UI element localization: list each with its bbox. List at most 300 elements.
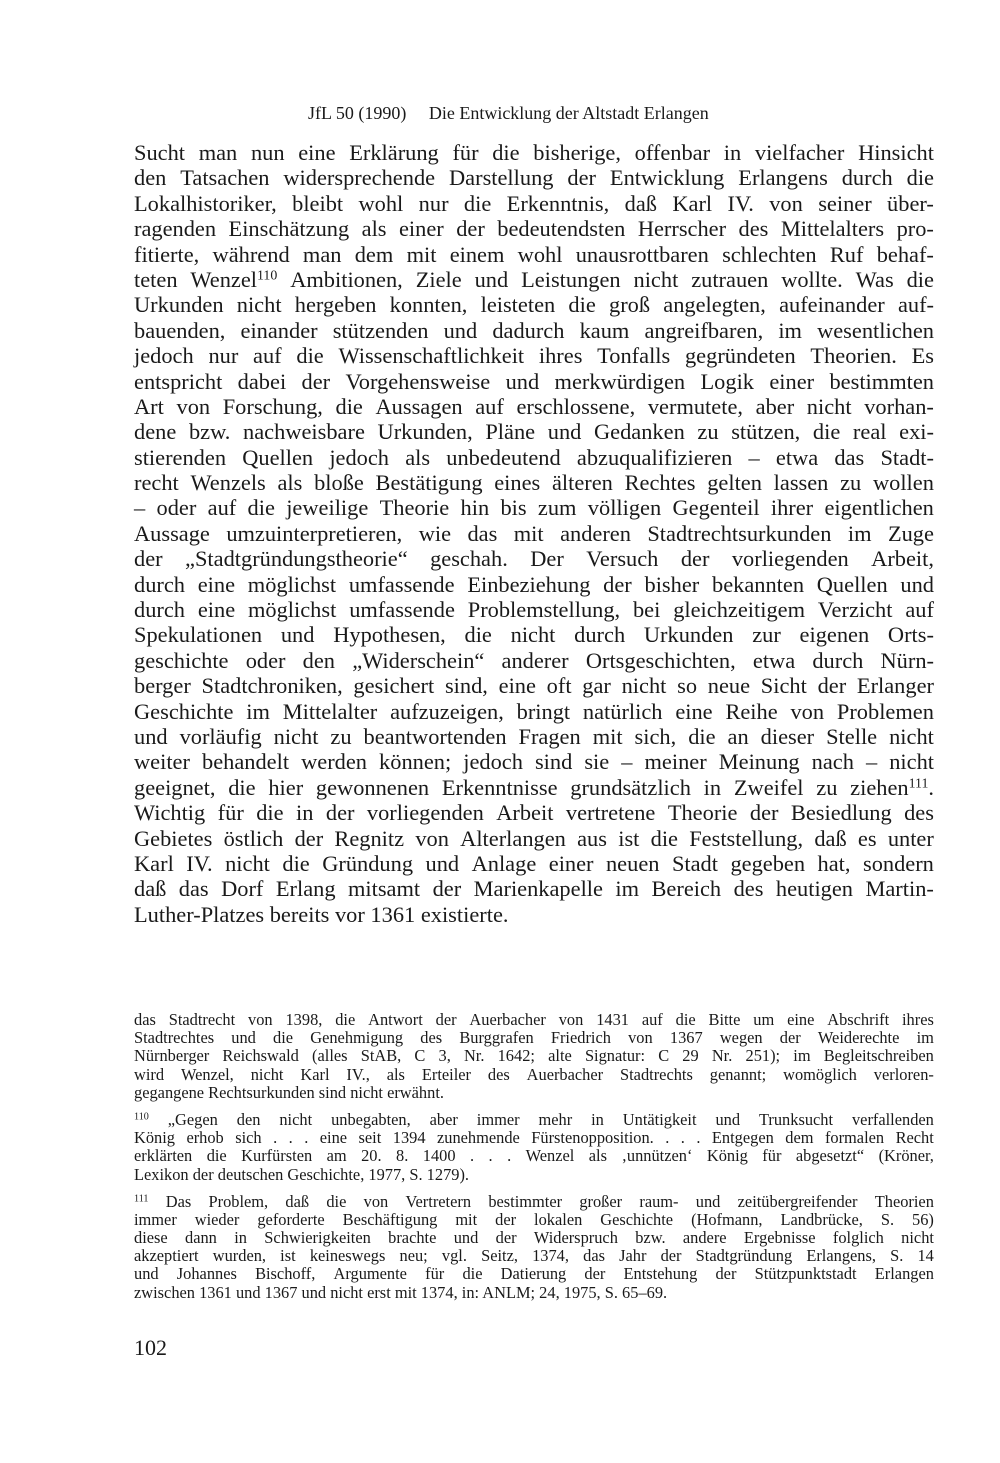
running-title: Die Entwicklung der Altstadt Erlangen xyxy=(428,103,709,123)
word: Erklärung xyxy=(349,140,439,165)
word: Meinung xyxy=(718,749,800,775)
word: die xyxy=(282,850,310,876)
footnote-ref: 110 xyxy=(134,1111,149,1123)
word: Seitz, xyxy=(481,1246,518,1266)
text-line xyxy=(134,216,934,241)
line-text: Lexikon der deutschen Geschichte, 1977, S. 1279). xyxy=(134,1164,470,1184)
word: auf xyxy=(207,495,237,521)
word: durch xyxy=(841,165,893,191)
text-line xyxy=(134,140,934,165)
word: Ortsgeschichten, xyxy=(585,647,736,673)
word: Erteiler xyxy=(421,1064,471,1084)
word: 20. xyxy=(361,1146,382,1166)
word: man xyxy=(198,140,238,165)
word: Geschichte xyxy=(134,698,234,724)
word: der xyxy=(435,1010,457,1029)
word: ragenden xyxy=(134,216,217,242)
word: bestimmter xyxy=(488,1191,563,1211)
word: Einschätzung xyxy=(228,216,350,242)
word: umfassende xyxy=(348,571,455,597)
word: Stützpunktstadt xyxy=(754,1264,857,1284)
word: verfallenden xyxy=(851,1109,934,1129)
word: Nürnberger xyxy=(134,1046,210,1066)
word: genannt; xyxy=(709,1064,767,1084)
word: vertretene xyxy=(565,800,656,826)
word: neue xyxy=(707,673,751,699)
text-line xyxy=(134,369,934,394)
word: möglichst xyxy=(247,571,337,597)
word: für xyxy=(452,140,479,165)
word: dadurch xyxy=(492,317,565,343)
word: von xyxy=(363,1191,389,1211)
word: jedoch xyxy=(134,343,194,369)
word: wie xyxy=(418,520,452,546)
word: Orts- xyxy=(887,622,934,648)
word: Regnitz xyxy=(334,825,405,851)
word: Stadtrecht xyxy=(168,1010,236,1029)
text-line xyxy=(134,242,934,267)
word: der xyxy=(456,216,485,242)
word: und xyxy=(280,622,315,648)
word: als xyxy=(277,470,303,496)
word: seit xyxy=(358,1128,382,1148)
word: brachte xyxy=(388,1228,437,1248)
word: Quellen xyxy=(816,571,888,597)
word: das xyxy=(467,520,498,546)
word: – xyxy=(621,749,633,775)
word: dene xyxy=(134,419,177,445)
word: hier xyxy=(268,774,304,800)
word: eines xyxy=(494,470,541,496)
word: bei xyxy=(632,597,661,623)
word: Verzicht xyxy=(817,597,893,623)
word: an xyxy=(727,723,749,749)
word: wollte. xyxy=(781,266,843,292)
word: und xyxy=(505,368,540,394)
word: wesentlichen xyxy=(817,317,934,343)
word: gegründeten xyxy=(684,343,796,369)
word: wird xyxy=(134,1064,165,1084)
word: Marienkapelle xyxy=(473,876,603,902)
word: Darstellung xyxy=(449,165,554,191)
word: nicht xyxy=(236,292,282,318)
word: aufzuzeigen, xyxy=(390,698,504,724)
line-text: Luther-Platzes bereits vor 1361 existierte. xyxy=(134,901,509,927)
word: mit xyxy=(455,1209,478,1229)
word: von xyxy=(248,1010,273,1029)
word: Reichswald xyxy=(222,1046,299,1066)
word: gelten xyxy=(707,470,762,496)
word: und xyxy=(134,1264,159,1284)
word: ihres xyxy=(902,1010,934,1029)
word: Aussage xyxy=(134,520,210,546)
word: nun xyxy=(250,140,285,165)
word: 8. xyxy=(396,1146,409,1166)
word: Landbrücke, xyxy=(780,1209,863,1229)
word: dem xyxy=(354,241,394,267)
word: Fürstenopposition. xyxy=(531,1128,654,1148)
word: Argumente xyxy=(333,1264,407,1284)
word: Problem, xyxy=(208,1191,269,1211)
word: ihres xyxy=(538,343,583,369)
word: natürlich xyxy=(582,698,663,724)
word: Bestätigung xyxy=(375,470,483,496)
word: zur xyxy=(752,622,781,648)
word: den xyxy=(134,165,167,191)
word: stützenden xyxy=(332,317,429,343)
word: zutrauen xyxy=(691,266,769,292)
word: Burggrafen xyxy=(459,1028,534,1048)
word: Urkunden, xyxy=(377,419,473,445)
word: 29 xyxy=(682,1046,699,1066)
journal-reference: JfL 50 (1990) xyxy=(308,103,407,123)
word: Ziele xyxy=(415,266,462,292)
word: Tonfalls xyxy=(597,343,671,369)
word: in xyxy=(703,774,722,800)
word: Ruf xyxy=(829,241,864,267)
word: nicht xyxy=(889,749,934,775)
word: Johannes xyxy=(176,1264,237,1284)
footnote-line xyxy=(134,1047,934,1065)
text-line xyxy=(134,749,934,774)
word: Stadtchroniken, xyxy=(201,673,343,699)
footnotes xyxy=(134,1011,934,1302)
word: Stadtrechts xyxy=(620,1064,693,1084)
word: nicht xyxy=(621,673,667,699)
word: sich, xyxy=(634,723,677,749)
footnote-line xyxy=(134,1147,934,1165)
text-line xyxy=(134,876,934,901)
word: Ergebnisse xyxy=(743,1228,816,1248)
word: für xyxy=(762,1146,782,1166)
word: hat, xyxy=(817,850,851,876)
word: . xyxy=(488,1146,493,1166)
word: der xyxy=(567,165,596,191)
word: mit xyxy=(592,723,623,749)
word: Weiderechte xyxy=(817,1028,900,1048)
word: auf xyxy=(641,1010,663,1029)
word: auf xyxy=(475,393,504,419)
word: der xyxy=(660,1246,682,1266)
word: gleichzeitigem xyxy=(673,597,805,623)
word: den xyxy=(236,1109,261,1129)
word: oder xyxy=(245,647,286,673)
word: von xyxy=(415,825,449,851)
word: Karl xyxy=(134,850,174,876)
word: zu xyxy=(330,723,352,749)
word: zu xyxy=(840,470,862,496)
text-line xyxy=(134,318,934,343)
word: Bereich xyxy=(651,876,722,902)
word: aber xyxy=(755,393,795,419)
text-line xyxy=(134,292,934,317)
text-line xyxy=(134,165,934,190)
word: in xyxy=(591,1109,604,1129)
word: von xyxy=(558,1010,584,1029)
word: König xyxy=(134,1128,175,1148)
main-text xyxy=(134,140,934,927)
word: nicht xyxy=(633,266,679,292)
word: sondern xyxy=(862,850,934,876)
word: Bischoff, xyxy=(255,1264,316,1284)
word: zu xyxy=(697,419,719,445)
word: Theorien. xyxy=(810,343,897,369)
word: IV. xyxy=(186,850,213,876)
word: zunehmende xyxy=(436,1128,520,1148)
word: Widerspruch xyxy=(533,1228,618,1248)
word: erschlossene, xyxy=(516,393,636,419)
footnote-line xyxy=(134,1011,934,1029)
word: Was xyxy=(855,266,894,292)
word: mit xyxy=(513,520,544,546)
footnote-line xyxy=(134,1284,934,1302)
word: grundsätzlich xyxy=(570,774,691,800)
word: vorhan- xyxy=(864,393,934,419)
word: anderen xyxy=(560,520,631,546)
word: Einbeziehung xyxy=(467,571,591,597)
word: der xyxy=(817,673,847,699)
text-line xyxy=(134,775,934,800)
word: jedoch xyxy=(329,444,389,470)
word: und xyxy=(231,1028,256,1048)
word: Feststellung, xyxy=(689,825,804,851)
word: etwa xyxy=(752,647,796,673)
word: Karl xyxy=(672,190,713,216)
word: des xyxy=(904,800,934,826)
text-line xyxy=(134,267,934,292)
word: Leistungen xyxy=(521,266,621,292)
word: Dorf xyxy=(221,876,264,902)
word: Arbeit xyxy=(496,800,554,826)
word: wurden, xyxy=(212,1246,267,1266)
word: bauenden, xyxy=(134,317,226,343)
word: und xyxy=(425,850,460,876)
word: Gedanken xyxy=(594,419,685,445)
word: über- xyxy=(887,190,934,216)
word: ‚unnützen‘ xyxy=(621,1146,693,1166)
word: wegen xyxy=(719,1028,763,1048)
word: einander xyxy=(240,317,318,343)
word: – xyxy=(865,749,878,775)
word: dieser xyxy=(760,723,815,749)
word: der xyxy=(294,825,324,851)
word: vorliegenden xyxy=(731,546,849,572)
word: und xyxy=(134,723,168,749)
word: bzw. xyxy=(188,419,231,445)
word: eine xyxy=(197,597,236,623)
word: groß xyxy=(609,292,651,318)
word: Theorien xyxy=(874,1191,934,1211)
word: Erkenntnisse xyxy=(441,774,558,800)
word: Stadtgründung xyxy=(695,1246,793,1266)
word: sind xyxy=(534,749,573,775)
text-line xyxy=(134,800,934,825)
word: wollen xyxy=(872,470,934,496)
word: verloren- xyxy=(873,1064,934,1084)
word: der xyxy=(749,800,779,826)
word: pro- xyxy=(896,216,934,242)
text-line xyxy=(134,572,934,597)
word: diese xyxy=(134,1228,168,1248)
word: merkwürdigen xyxy=(554,368,686,394)
word: völligen xyxy=(587,495,662,521)
word: stützen, xyxy=(731,419,801,445)
word: lassen xyxy=(773,470,829,496)
word: ist xyxy=(618,825,640,851)
word: Alterlangen xyxy=(460,825,566,851)
word: C xyxy=(658,1046,670,1066)
word: eine xyxy=(675,698,713,724)
word: Zweifel xyxy=(733,774,804,800)
word: der xyxy=(603,571,632,597)
word: unausrottbaren xyxy=(575,241,709,267)
word: (Kröner, xyxy=(878,1146,934,1166)
word: des xyxy=(420,1028,443,1048)
text-line xyxy=(134,521,934,546)
word: im xyxy=(916,1028,934,1048)
word: der xyxy=(301,368,331,394)
word: vermutete, xyxy=(647,393,743,419)
page-number: 102 xyxy=(134,1335,167,1360)
word: können; xyxy=(379,749,452,775)
word: unbedeutend xyxy=(446,444,561,470)
word: bringt xyxy=(516,698,571,724)
footnote-line xyxy=(134,1211,934,1229)
word: Gründung xyxy=(322,850,414,876)
word: für xyxy=(217,800,244,826)
word: immer xyxy=(476,1109,520,1129)
word: bisher xyxy=(644,571,700,597)
word: in xyxy=(296,800,314,826)
word: Datierung xyxy=(500,1264,567,1284)
word: abzuqualifizieren xyxy=(576,444,733,470)
word: die xyxy=(296,343,324,369)
word: geforderte xyxy=(257,1209,325,1229)
word: Reihe xyxy=(725,698,778,724)
word: angelegten, xyxy=(663,292,766,318)
word: erhob xyxy=(186,1128,224,1148)
word: die xyxy=(812,419,841,445)
word: zum xyxy=(537,495,577,521)
word: immer xyxy=(134,1209,177,1229)
word: bis xyxy=(500,495,527,521)
word: und xyxy=(715,1109,741,1129)
word: Friedrich xyxy=(550,1028,611,1048)
word: Gegenteil xyxy=(672,495,760,521)
text-line xyxy=(134,699,934,724)
word: neuen xyxy=(605,850,660,876)
word: Jahr xyxy=(619,1246,647,1266)
word: jeweilige xyxy=(286,495,369,521)
word: durch xyxy=(574,622,626,648)
word: Nürn- xyxy=(880,647,934,673)
word: östlich xyxy=(223,825,284,851)
word: Auerbacher xyxy=(526,1064,604,1084)
word: Karl xyxy=(300,1064,330,1084)
word: möglichst xyxy=(248,597,337,623)
word: „Widerschein“ xyxy=(352,647,485,673)
word: Beschäftigung xyxy=(342,1209,438,1229)
word: nicht xyxy=(889,723,934,749)
word: der xyxy=(715,1264,737,1284)
word: sie xyxy=(584,749,610,775)
word: Logik xyxy=(700,368,754,394)
word: dem xyxy=(785,1128,814,1148)
word: durch xyxy=(134,571,185,597)
word: Erkenntnis, xyxy=(506,190,610,216)
word: Problemstellung, xyxy=(467,597,621,623)
word: Aussagen xyxy=(375,393,463,419)
text-line xyxy=(134,851,934,876)
word: . xyxy=(273,1128,278,1148)
word: konnten, xyxy=(389,292,468,318)
word: 14 xyxy=(917,1246,934,1266)
footnote-line xyxy=(134,1029,934,1047)
word: S. xyxy=(880,1209,895,1229)
word: vielfacher xyxy=(754,140,845,165)
word: als xyxy=(361,216,387,242)
word: dabei xyxy=(237,368,287,394)
footnote-line xyxy=(134,1247,934,1265)
word: (alles xyxy=(312,1046,348,1066)
word: Gebietes xyxy=(134,825,213,851)
word: vorläufig xyxy=(179,723,262,749)
word: „Gegen xyxy=(167,1109,218,1129)
word: entspricht xyxy=(134,368,223,394)
word xyxy=(134,1193,148,1211)
word: wohl xyxy=(517,241,563,267)
word: – xyxy=(748,444,760,470)
word: Entwicklung xyxy=(609,165,725,191)
text-line xyxy=(134,470,934,495)
word: nur xyxy=(418,190,449,216)
word: die xyxy=(906,165,934,191)
word: Stadtrechtes xyxy=(134,1028,215,1048)
word: des xyxy=(738,216,769,242)
word: hergeben xyxy=(294,292,377,318)
word: exi- xyxy=(899,419,934,445)
word: 56) xyxy=(912,1209,934,1229)
word: Sicht xyxy=(760,673,807,699)
word: Trunksucht xyxy=(758,1109,834,1129)
word: von xyxy=(790,698,825,724)
word: der xyxy=(584,1264,606,1284)
word: teten xyxy=(134,266,178,292)
word: 1374, xyxy=(532,1246,569,1266)
word: zeitübergreifender xyxy=(737,1191,858,1211)
word: Quellen xyxy=(242,444,314,470)
word: im xyxy=(246,698,270,724)
word: der xyxy=(432,876,462,902)
word: folglich xyxy=(832,1228,884,1248)
word: Nr. xyxy=(711,1046,733,1066)
word: Wenzel, xyxy=(180,1064,234,1084)
word: Forschung, xyxy=(222,393,323,419)
word: heutigen xyxy=(775,876,853,902)
word: der xyxy=(134,546,163,572)
word: erklärten xyxy=(134,1146,193,1166)
word: das xyxy=(583,1246,605,1266)
word: eigentlichen xyxy=(824,495,934,521)
word: C xyxy=(414,1046,426,1066)
word: im xyxy=(615,876,640,902)
word: auf xyxy=(253,343,282,369)
word: nachweisbare xyxy=(243,419,365,445)
word: Theorie xyxy=(379,495,450,521)
word xyxy=(134,1111,149,1129)
footnote-line xyxy=(134,1084,934,1102)
word: für xyxy=(425,1264,445,1284)
